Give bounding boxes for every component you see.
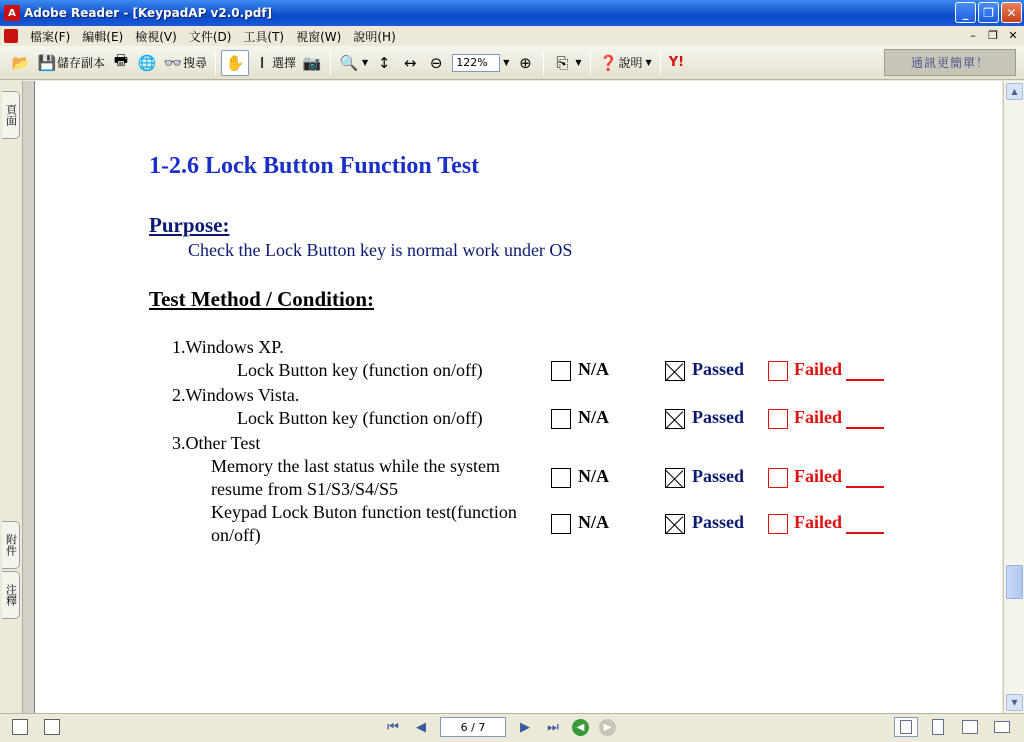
email-globe-icon: 🌐 xyxy=(137,53,157,72)
fit-page-icon: ↕ xyxy=(377,53,391,72)
failed-label: Failed xyxy=(794,359,842,379)
method-heading: Test Method / Condition: xyxy=(149,287,375,311)
camera-icon: 📷 xyxy=(302,53,322,72)
help-label: 說明 xyxy=(618,56,643,70)
yahoo-icon: Y! xyxy=(668,55,685,70)
select-tool-button[interactable] xyxy=(249,50,299,76)
pane-splitter[interactable] xyxy=(22,81,34,713)
last-page-button[interactable]: ⏭ xyxy=(547,719,559,735)
toolbar-separator xyxy=(543,51,544,75)
hand-tool-button[interactable] xyxy=(221,50,249,76)
fit-width-button[interactable] xyxy=(397,50,423,76)
toolbar xyxy=(0,46,1024,80)
print-button[interactable] xyxy=(108,50,134,76)
purpose-text: Check the Lock Button key is normal work under OS xyxy=(188,240,573,260)
na-label: N/A xyxy=(578,466,609,486)
passed-checkbox[interactable] xyxy=(665,514,685,534)
menu-file[interactable]: 檔案(F) xyxy=(30,29,71,44)
doc-close-button[interactable]: ✕ xyxy=(1008,28,1018,42)
pdf-page xyxy=(35,81,1002,713)
passed-label: Passed xyxy=(692,359,745,379)
close-button[interactable]: ✕ xyxy=(1001,2,1022,23)
na-checkbox[interactable] xyxy=(551,409,571,429)
passed-label: Passed xyxy=(692,407,745,427)
failed-blank-line xyxy=(846,427,884,429)
first-page-button[interactable]: ⏮ xyxy=(387,719,399,735)
folder-open-icon: 📂 xyxy=(11,53,31,72)
test-item-line: Lock Button key (function on/off) xyxy=(237,360,483,380)
email-button[interactable] xyxy=(134,50,160,76)
continuous-layout-button[interactable] xyxy=(926,717,950,737)
failed-checkbox[interactable] xyxy=(768,514,788,534)
menu-view[interactable]: 檢視(V) xyxy=(135,29,177,44)
test-item xyxy=(211,501,517,547)
section-title: 3.Other Test xyxy=(172,433,261,453)
failed-label: Failed xyxy=(794,407,842,427)
failed-checkbox[interactable] xyxy=(768,361,788,381)
open-button[interactable] xyxy=(8,50,34,76)
continuous-page-icon xyxy=(932,719,944,735)
vertical-scrollbar[interactable] xyxy=(1003,81,1024,713)
search-button[interactable] xyxy=(160,50,210,76)
floppy-disk-icon: 💾 xyxy=(37,53,57,72)
purpose-heading: Purpose: xyxy=(149,213,230,237)
dropdown-arrow-icon: ▼ xyxy=(575,58,582,67)
help-icon: ❓ xyxy=(599,53,618,72)
page-layout-icon[interactable] xyxy=(12,719,28,735)
na-label: N/A xyxy=(578,407,609,427)
menu-help[interactable]: 說明(H) xyxy=(353,29,396,44)
na-checkbox[interactable] xyxy=(551,361,571,381)
test-item xyxy=(237,359,483,382)
zoom-input[interactable]: 122% xyxy=(452,54,500,72)
scroll-thumb[interactable] xyxy=(1006,565,1023,599)
toolbar-separator xyxy=(330,51,331,75)
continuous-facing-icon xyxy=(994,721,1010,733)
passed-label: Passed xyxy=(692,512,745,532)
printer-icon: 🖶 xyxy=(113,51,129,69)
adobe-reader-icon: A xyxy=(4,5,20,21)
zoom-in-button[interactable] xyxy=(512,50,538,76)
failed-checkbox[interactable] xyxy=(768,409,788,429)
test-item-line: Keypad Lock Buton function test(function xyxy=(211,502,517,522)
binoculars-icon: 👓 xyxy=(163,53,183,72)
save-copy-label: 儲存副本 xyxy=(57,56,106,70)
toolbar-separator xyxy=(215,51,216,75)
doc-minimize-button[interactable]: – xyxy=(970,28,976,42)
failed-blank-line xyxy=(846,532,884,534)
comments-tab[interactable]: 注釋 xyxy=(2,571,20,619)
continuous-facing-layout-button[interactable] xyxy=(990,717,1014,737)
restore-button[interactable]: ❐ xyxy=(978,2,999,23)
failed-blank-line xyxy=(846,486,884,488)
toolbar-separator xyxy=(660,51,661,75)
yahoo-messenger-button[interactable] xyxy=(666,50,687,76)
facing-layout-button[interactable] xyxy=(958,717,982,737)
navigation-pane-tabs xyxy=(0,81,22,713)
single-page-layout-button[interactable] xyxy=(894,717,918,737)
passed-checkbox[interactable] xyxy=(665,409,685,429)
document-view xyxy=(34,81,1002,713)
doc-restore-button[interactable]: ❐ xyxy=(988,28,998,42)
zoom-out-button[interactable] xyxy=(423,50,449,76)
failed-checkbox[interactable] xyxy=(768,468,788,488)
menu-document[interactable]: 文件(D) xyxy=(188,29,232,44)
menu-edit[interactable]: 編輯(E) xyxy=(82,29,124,44)
attachments-tab[interactable]: 附件 xyxy=(2,521,20,569)
failed-label: Failed xyxy=(794,466,842,486)
pages-tab[interactable]: 頁面 xyxy=(2,91,20,139)
status-bar xyxy=(0,713,1024,742)
help-button[interactable] xyxy=(596,50,655,76)
page-size-icon[interactable] xyxy=(44,719,60,735)
scroll-up-button[interactable]: ▲ xyxy=(1006,83,1023,100)
fit-width-icon: ↔ xyxy=(403,53,417,72)
document-window-controls xyxy=(966,28,1020,42)
test-item-line: Lock Button key (function on/off) xyxy=(237,408,483,428)
window-controls xyxy=(955,2,1022,23)
failed-label: Failed xyxy=(794,512,842,532)
go-back-icon[interactable]: ◀ xyxy=(572,719,589,736)
passed-checkbox[interactable] xyxy=(665,468,685,488)
na-checkbox[interactable] xyxy=(551,514,571,534)
passed-checkbox[interactable] xyxy=(665,361,685,381)
na-label: N/A xyxy=(578,512,609,532)
rotate-page-icon: ⎘ xyxy=(556,53,569,72)
magnifier-plus-icon: 🔍 xyxy=(339,53,359,72)
test-item xyxy=(211,455,500,501)
na-checkbox[interactable] xyxy=(551,468,571,488)
minus-circle-icon: ⊖ xyxy=(429,53,443,72)
zoom-dropdown-icon[interactable]: ▼ xyxy=(503,58,510,67)
next-page-button[interactable]: ▶ xyxy=(520,719,530,735)
zoom-level xyxy=(449,50,512,76)
document-icon[interactable] xyxy=(4,29,18,43)
previous-page-button[interactable]: ◀ xyxy=(416,719,426,735)
minimize-button[interactable]: _ xyxy=(955,2,976,23)
page-navigation xyxy=(384,717,616,737)
plus-circle-icon: ⊕ xyxy=(519,53,532,72)
save-copy-button[interactable] xyxy=(34,50,108,76)
na-label: N/A xyxy=(578,359,609,379)
snapshot-button[interactable] xyxy=(299,50,325,76)
toolbar-separator xyxy=(590,51,591,75)
facing-pages-icon xyxy=(962,720,978,734)
page-heading: 1-2.6 Lock Button Function Test xyxy=(149,153,480,179)
single-page-icon xyxy=(900,720,912,734)
test-item-line: resume from S1/S3/S4/S5 xyxy=(211,479,399,499)
failed-blank-line xyxy=(846,379,884,381)
test-item-line: on/off) xyxy=(211,525,261,545)
promo-banner[interactable]: 通訊更簡單！ xyxy=(884,49,1016,76)
scroll-down-button[interactable]: ▼ xyxy=(1006,694,1023,711)
zoom-tool-button[interactable] xyxy=(336,50,371,76)
section-title: 1.Windows XP. xyxy=(172,337,284,357)
passed-label: Passed xyxy=(692,466,745,486)
menu-tools[interactable]: 工具(T) xyxy=(243,29,285,44)
page-layout-buttons xyxy=(894,717,1014,737)
test-item xyxy=(237,407,483,430)
hand-icon: ✋ xyxy=(225,53,245,72)
fit-page-button[interactable] xyxy=(371,50,397,76)
go-forward-icon[interactable]: ▶ xyxy=(599,719,616,736)
title-bar xyxy=(0,0,1024,26)
menu-window[interactable]: 視窗(W) xyxy=(296,29,342,44)
menu-bar xyxy=(0,26,1024,46)
section-title: 2.Windows Vista. xyxy=(172,385,300,405)
dropdown-arrow-icon: ▼ xyxy=(645,58,652,67)
rotate-view-button[interactable] xyxy=(549,50,584,76)
select-label: 選擇 xyxy=(272,56,297,70)
test-item-line: Memory the last status while the system xyxy=(211,456,500,476)
window-title: Adobe Reader - [KeypadAP v2.0.pdf] xyxy=(24,6,273,20)
page-number-input[interactable]: 6 / 7 xyxy=(440,717,506,737)
text-cursor-icon: Ⅰ xyxy=(259,53,265,72)
search-label: 搜尋 xyxy=(183,56,208,70)
dropdown-arrow-icon: ▼ xyxy=(362,58,369,67)
